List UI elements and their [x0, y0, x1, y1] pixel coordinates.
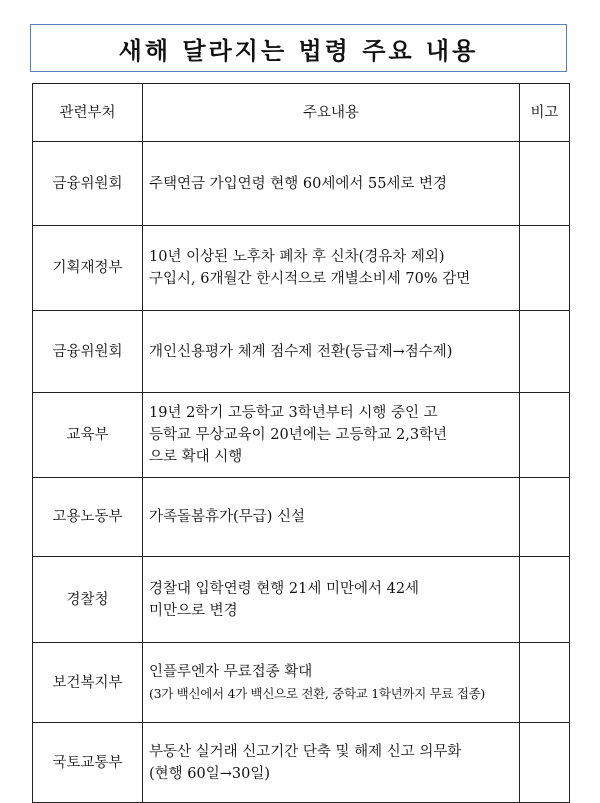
- content-line: 10년 이상된 노후차 폐차 후 신차(경유차 제외): [149, 249, 445, 265]
- note-cell: [520, 142, 570, 226]
- title-box: [30, 24, 567, 72]
- content-line: 부동산 실거래 신고기간 단축 및 해제 신고 의무화: [149, 743, 462, 760]
- note-cell: [520, 311, 570, 393]
- content-subnote: (3가 백신에서 4가 백신으로 전환, 중학교 1학년까지 무료 접종): [149, 685, 485, 701]
- dept-cell: 국토교통부: [33, 723, 143, 803]
- note-cell: [520, 643, 570, 723]
- table-row: [33, 393, 570, 478]
- header-dept: 관련부처: [33, 84, 143, 142]
- content-line: 주택연금 가입연령 현행 60세에서 55세로 변경: [149, 175, 448, 192]
- content-cell: [143, 478, 520, 557]
- content-line: 등학교 무상교육이 20년에는 고등학교 2,3학년: [149, 427, 448, 443]
- dept-cell: 보건복지부: [33, 643, 143, 723]
- dept-cell: 금융위원회: [33, 142, 143, 226]
- content-line: 인플루엔자 무료접종 확대: [149, 663, 313, 680]
- content-line: 구입시, 6개월간 한시적으로 개별소비세 70% 감면: [149, 271, 471, 287]
- law-changes-table: [32, 83, 570, 803]
- note-cell: [520, 557, 570, 643]
- table-row: [33, 643, 570, 723]
- page-title: 새해 달라지는 법령 주요 내용: [118, 36, 479, 65]
- table-header-row: [33, 84, 570, 142]
- table-row: [33, 478, 570, 557]
- content-cell: [143, 226, 520, 311]
- table-row: [33, 142, 570, 226]
- content-line: 미만으로 변경: [149, 602, 238, 619]
- content-cell: [143, 557, 520, 643]
- content-line: 가족돌봄휴가(무급) 신설: [149, 509, 305, 525]
- note-cell: [520, 478, 570, 557]
- table-row: [33, 226, 570, 311]
- dept-cell: 교육부: [33, 393, 143, 478]
- content-line: 으로 확대 시행: [149, 449, 243, 465]
- content-cell: [143, 643, 520, 723]
- content-line: 19년 2학기 고등학교 3학년부터 시행 중인 고: [149, 405, 438, 421]
- header-content: 주요내용: [143, 84, 520, 142]
- table-row: [33, 557, 570, 643]
- content-line: 경찰대 입학연령 현행 21세 미만에서 42세: [149, 580, 420, 597]
- dept-cell: 경찰청: [33, 557, 143, 643]
- header-note: 비고: [520, 84, 570, 142]
- content-cell: [143, 142, 520, 226]
- note-cell: [520, 226, 570, 311]
- dept-cell: 기획재정부: [33, 226, 143, 311]
- note-cell: [520, 393, 570, 478]
- content-cell: [143, 311, 520, 393]
- dept-cell: 고용노동부: [33, 478, 143, 557]
- content-line: 개인신용평가 체계 점수제 전환(등급제→점수제): [149, 343, 453, 360]
- table-row: [33, 311, 570, 393]
- content-line: (현행 60일→30일): [149, 765, 271, 782]
- content-cell: [143, 393, 520, 478]
- dept-cell: 금융위원회: [33, 311, 143, 393]
